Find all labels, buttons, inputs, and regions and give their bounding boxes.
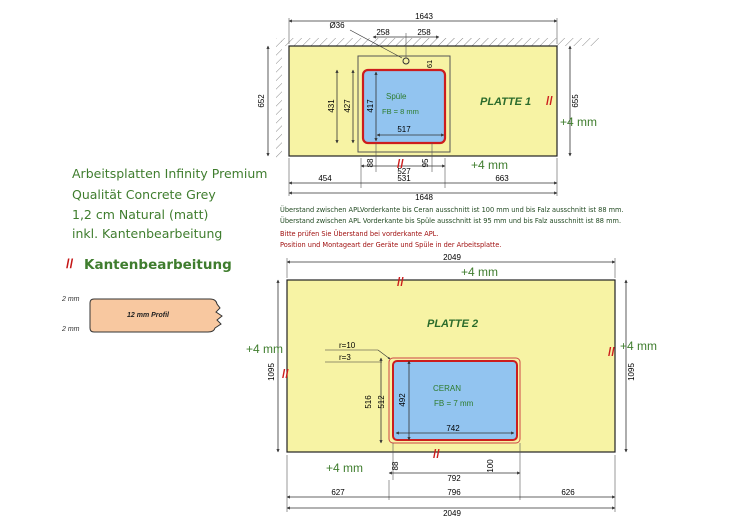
p2-plus-right: +4 mm <box>620 339 658 353</box>
p2-edge-mark-left: // <box>282 367 289 381</box>
wall-top-hatch <box>281 38 599 46</box>
ceran-fb: FB = 7 mm <box>434 399 474 408</box>
sink-label: Spüle <box>386 92 407 101</box>
spec-finish: 1,2 cm Natural (matt) <box>72 207 209 222</box>
p1-dim-431: 431 <box>327 99 336 113</box>
sink-fb: FB = 8 mm <box>382 107 419 116</box>
p1-plus-right: +4 mm <box>560 115 598 129</box>
p2-edge-mark-top: // <box>397 275 404 289</box>
p2-edge-mark-right: // <box>608 345 615 359</box>
p2-dim-626: 626 <box>561 488 575 497</box>
p1-edge-mark-front: // <box>397 157 404 171</box>
p2-dim-1095-left: 1095 <box>267 363 276 381</box>
plate-2-title: PLATTE 2 <box>427 318 479 330</box>
p2-dim-2049-bottom: 2049 <box>443 509 461 518</box>
profile-bottom-dim: 2 mm <box>62 326 80 333</box>
p1-dim-527: 527 <box>397 167 411 176</box>
ceran-label: CERAN <box>433 384 462 393</box>
p1-dim-454: 454 <box>318 174 332 183</box>
p2-dim-2049-top: 2049 <box>443 253 461 262</box>
p1-dim-1648: 1648 <box>415 193 433 202</box>
p2-radius-10: r=10 <box>339 341 356 350</box>
p2-dim-742: 742 <box>446 424 460 433</box>
p1-plus-front: +4 mm <box>471 158 509 172</box>
p2-plus-front: +4 mm <box>326 461 364 475</box>
plate-1-title: PLATTE 1 <box>480 96 532 108</box>
note-sink: Überstand zwischen APL Vorderkante bis Spüle ausschnitt ist 95 mm und bis Falz ausschnitt ist 88 mm. <box>280 217 622 225</box>
p1-dim-258-left: 258 <box>376 28 390 37</box>
p2-dim-792: 792 <box>447 474 461 483</box>
p2-edge-mark-front: // <box>433 447 440 461</box>
p2-dim-88: 88 <box>391 461 400 471</box>
p1-dim-655: 655 <box>571 94 580 108</box>
edge-legend-marker: // <box>66 256 74 271</box>
p1-dim-diameter: Ø36 <box>329 21 345 30</box>
p2-dim-627: 627 <box>331 488 345 497</box>
p1-dim-517: 517 <box>397 125 411 134</box>
p1-dim-258-right: 258 <box>417 28 431 37</box>
p2-plus-top: +4 mm <box>461 265 499 279</box>
edge-legend-label: Kantenbearbeitung <box>84 257 232 273</box>
note-check: Bitte prüfen Sie Überstand bei vorderkante APL. <box>280 230 439 238</box>
p1-dim-88: 88 <box>366 158 375 168</box>
p2-dim-1095-right: 1095 <box>627 363 636 381</box>
note-position: Position und Montageart der Geräte und Spüle in der Arbeitsplatte. <box>280 241 502 249</box>
p1-edge-mark-right: // <box>546 94 553 108</box>
plate-1 <box>257 12 599 202</box>
wall-left-hatch <box>276 38 282 158</box>
plate-2 <box>246 253 657 518</box>
spec-edging: inkl. Kantenbearbeitung <box>72 226 223 241</box>
p2-dim-100: 100 <box>486 459 495 473</box>
p2-dim-492: 492 <box>398 393 407 407</box>
note-ceran: Überstand zwischen APLVorderkante bis Ceran ausschnitt ist 100 mm und bis Falz ausschnitt ist 88 mm. <box>280 206 624 214</box>
p2-dim-516: 516 <box>364 395 373 409</box>
p2-radius-3: r=3 <box>339 353 351 362</box>
p1-dim-95: 95 <box>421 158 430 168</box>
p1-dim-1643: 1643 <box>415 12 433 21</box>
profile-top-dim: 2 mm <box>62 296 80 303</box>
p2-plus-left: +4 mm <box>246 342 284 356</box>
p1-dim-652: 652 <box>257 94 266 108</box>
p1-dim-417: 417 <box>366 99 375 113</box>
p2-dim-796: 796 <box>447 488 461 497</box>
spec-product: Arbeitsplatten Infinity Premium <box>72 166 268 181</box>
p2-dim-512: 512 <box>377 395 386 409</box>
p1-dim-427: 427 <box>343 99 352 113</box>
p1-dim-663: 663 <box>495 174 509 183</box>
p1-dim-61: 61 <box>425 59 434 69</box>
spec-quality: Qualität Concrete Grey <box>72 187 216 202</box>
p1-dim-531: 531 <box>397 174 411 183</box>
profile-label: 12 mm Profil <box>126 312 170 319</box>
